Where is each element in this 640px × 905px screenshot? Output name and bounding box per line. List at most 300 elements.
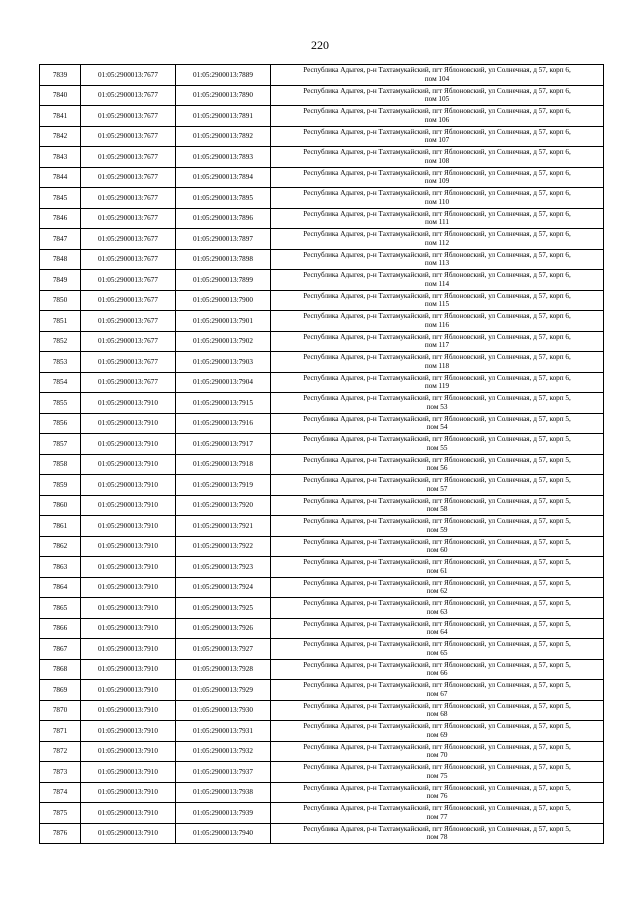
address-cell bbox=[271, 495, 604, 516]
table-row bbox=[40, 557, 604, 578]
address-line-main bbox=[271, 599, 603, 607]
parent-cadastral-cell: 01:05:2900013:7677 bbox=[81, 188, 176, 209]
address-line-main bbox=[271, 517, 603, 525]
address-line-main bbox=[271, 558, 603, 566]
address-line-main bbox=[271, 476, 603, 484]
address-cell bbox=[271, 413, 604, 434]
address-building: корп 5, bbox=[549, 619, 571, 628]
row-number-cell: 7870 bbox=[40, 700, 81, 721]
address-cell bbox=[271, 249, 604, 270]
parent-cadastral-cell: 01:05:2900013:7910 bbox=[81, 557, 176, 578]
address-prefix: Республика Адыгея, р-н Тахтамукайский, пгт Яблоновский, ул Солнечная, д 57, bbox=[303, 189, 548, 198]
cadastral-number-cell: 01:05:2900013:7920 bbox=[176, 495, 271, 516]
address-prefix: Республика Адыгея, р-н Тахтамукайский, пгт Яблоновский, ул Солнечная, д 57, bbox=[303, 763, 548, 772]
row-number-cell: 7868 bbox=[40, 659, 81, 680]
row-number-cell: 7840 bbox=[40, 85, 81, 106]
address-prefix: Республика Адыгея, р-н Тахтамукайский, пгт Яблоновский, ул Солнечная, д 57, bbox=[303, 312, 548, 321]
table-row bbox=[40, 188, 604, 209]
parent-cadastral-cell: 01:05:2900013:7677 bbox=[81, 290, 176, 311]
parent-cadastral-cell: 01:05:2900013:7677 bbox=[81, 331, 176, 352]
address-building: корп 6, bbox=[549, 168, 571, 177]
address-premises: пом 118 bbox=[424, 361, 450, 370]
address-prefix: Республика Адыгея, р-н Тахтамукайский, пгт Яблоновский, ул Солнечная, д 57, bbox=[303, 599, 548, 608]
address-premises: пом 119 bbox=[424, 382, 450, 391]
address-line-main bbox=[271, 804, 603, 812]
address-building: корп 5, bbox=[549, 640, 571, 649]
address-cell bbox=[271, 393, 604, 414]
address-line-main bbox=[271, 456, 603, 464]
address-prefix: Республика Адыгея, р-н Тахтамукайский, пгт Яблоновский, ул Солнечная, д 57, bbox=[303, 742, 548, 751]
parent-cadastral-cell: 01:05:2900013:7910 bbox=[81, 577, 176, 598]
cadastral-number-cell: 01:05:2900013:7921 bbox=[176, 516, 271, 537]
table-row bbox=[40, 680, 604, 701]
table-row bbox=[40, 413, 604, 434]
address-building: корп 6, bbox=[549, 189, 571, 198]
parent-cadastral-cell: 01:05:2900013:7910 bbox=[81, 598, 176, 619]
address-building: корп 5, bbox=[549, 537, 571, 546]
cadastral-number-cell: 01:05:2900013:7924 bbox=[176, 577, 271, 598]
address-prefix: Республика Адыгея, р-н Тахтамукайский, пгт Яблоновский, ул Солнечная, д 57, bbox=[303, 558, 548, 567]
address-line-main bbox=[271, 374, 603, 382]
table-row bbox=[40, 762, 604, 783]
row-number-cell: 7857 bbox=[40, 434, 81, 455]
address-line-main bbox=[271, 722, 603, 730]
address-prefix: Республика Адыгея, р-н Тахтамукайский, пгт Яблоновский, ул Солнечная, д 57, bbox=[303, 332, 548, 341]
address-line-main bbox=[271, 743, 603, 751]
address-premises: пом 62 bbox=[426, 587, 448, 596]
address-prefix: Республика Адыгея, р-н Тахтамукайский, пгт Яблоновский, ул Солнечная, д 57, bbox=[303, 394, 548, 403]
row-number-cell: 7842 bbox=[40, 126, 81, 147]
address-prefix: Республика Адыгея, р-н Тахтамукайский, пгт Яблоновский, ул Солнечная, д 57, bbox=[303, 271, 548, 280]
address-prefix: Республика Адыгея, р-н Тахтамукайский, пгт Яблоновский, ул Солнечная, д 57, bbox=[303, 783, 548, 792]
address-line-main bbox=[271, 579, 603, 587]
row-number-cell: 7839 bbox=[40, 65, 81, 86]
row-number-cell: 7875 bbox=[40, 803, 81, 824]
parent-cadastral-cell: 01:05:2900013:7910 bbox=[81, 659, 176, 680]
cadastral-number-cell: 01:05:2900013:7930 bbox=[176, 700, 271, 721]
cadastral-number-cell: 01:05:2900013:7894 bbox=[176, 167, 271, 188]
address-prefix: Республика Адыгея, р-н Тахтамукайский, пгт Яблоновский, ул Солнечная, д 57, bbox=[303, 681, 548, 690]
address-premises: пом 112 bbox=[424, 238, 450, 247]
address-prefix: Республика Адыгея, р-н Тахтамукайский, пгт Яблоновский, ул Солнечная, д 57, bbox=[303, 291, 548, 300]
address-building: корп 5, bbox=[549, 804, 571, 813]
cadastral-number-cell: 01:05:2900013:7889 bbox=[176, 65, 271, 86]
address-building: корп 5, bbox=[549, 394, 571, 403]
address-building: корп 6, bbox=[549, 250, 571, 259]
cadastral-number-cell: 01:05:2900013:7904 bbox=[176, 372, 271, 393]
address-building: корп 5, bbox=[549, 558, 571, 567]
address-premises: пом 105 bbox=[424, 95, 450, 104]
table-row bbox=[40, 372, 604, 393]
address-building: корп 5, bbox=[549, 783, 571, 792]
cadastral-number-cell: 01:05:2900013:7938 bbox=[176, 782, 271, 803]
table-row bbox=[40, 823, 604, 844]
address-premises: пом 55 bbox=[426, 443, 448, 452]
address-cell bbox=[271, 167, 604, 188]
cadastral-number-cell: 01:05:2900013:7932 bbox=[176, 741, 271, 762]
address-cell bbox=[271, 598, 604, 619]
address-building: корп 5, bbox=[549, 578, 571, 587]
parent-cadastral-cell: 01:05:2900013:7910 bbox=[81, 475, 176, 496]
address-premises: пом 64 bbox=[426, 628, 448, 637]
address-prefix: Республика Адыгея, р-н Тахтамукайский, пгт Яблоновский, ул Солнечная, д 57, bbox=[303, 640, 548, 649]
row-number-cell: 7855 bbox=[40, 393, 81, 414]
cadastral-number-cell: 01:05:2900013:7902 bbox=[176, 331, 271, 352]
address-line-main bbox=[271, 497, 603, 505]
address-prefix: Республика Адыгея, р-н Тахтамукайский, пгт Яблоновский, ул Солнечная, д 57, bbox=[303, 250, 548, 259]
table-row bbox=[40, 536, 604, 557]
parent-cadastral-cell: 01:05:2900013:7677 bbox=[81, 372, 176, 393]
row-number-cell: 7856 bbox=[40, 413, 81, 434]
address-line-main bbox=[271, 87, 603, 95]
parent-cadastral-cell: 01:05:2900013:7677 bbox=[81, 208, 176, 229]
address-premises: пом 106 bbox=[424, 115, 450, 124]
address-cell bbox=[271, 700, 604, 721]
address-line-main bbox=[271, 292, 603, 300]
parent-cadastral-cell: 01:05:2900013:7677 bbox=[81, 229, 176, 250]
parent-cadastral-cell: 01:05:2900013:7910 bbox=[81, 413, 176, 434]
address-cell bbox=[271, 762, 604, 783]
address-cell bbox=[271, 475, 604, 496]
address-building: корп 5, bbox=[549, 435, 571, 444]
address-cell bbox=[271, 680, 604, 701]
table-row bbox=[40, 577, 604, 598]
row-number-cell: 7874 bbox=[40, 782, 81, 803]
address-line-main bbox=[271, 128, 603, 136]
address-prefix: Республика Адыгея, р-н Тахтамукайский, пгт Яблоновский, ул Солнечная, д 57, bbox=[303, 455, 548, 464]
cadastral-number-cell: 01:05:2900013:7915 bbox=[176, 393, 271, 414]
cadastral-number-cell: 01:05:2900013:7925 bbox=[176, 598, 271, 619]
table-row bbox=[40, 65, 604, 86]
row-number-cell: 7854 bbox=[40, 372, 81, 393]
cadastral-number-cell: 01:05:2900013:7919 bbox=[176, 475, 271, 496]
address-building: корп 6, bbox=[549, 107, 571, 116]
row-number-cell: 7841 bbox=[40, 106, 81, 127]
table-row bbox=[40, 598, 604, 619]
address-building: корп 6, bbox=[549, 271, 571, 280]
table-row bbox=[40, 741, 604, 762]
address-cell bbox=[271, 147, 604, 168]
address-prefix: Республика Адыгея, р-н Тахтамукайский, пгт Яблоновский, ул Солнечная, д 57, bbox=[303, 496, 548, 505]
address-line-main bbox=[271, 620, 603, 628]
address-cell bbox=[271, 106, 604, 127]
table-row bbox=[40, 659, 604, 680]
parent-cadastral-cell: 01:05:2900013:7910 bbox=[81, 536, 176, 557]
table-row bbox=[40, 249, 604, 270]
address-premises: пом 63 bbox=[426, 607, 448, 616]
table-row bbox=[40, 352, 604, 373]
address-line-main bbox=[271, 763, 603, 771]
address-building: корп 6, bbox=[549, 127, 571, 136]
address-cell bbox=[271, 331, 604, 352]
address-line-main bbox=[271, 107, 603, 115]
row-number-cell: 7848 bbox=[40, 249, 81, 270]
address-cell bbox=[271, 516, 604, 537]
table-row bbox=[40, 639, 604, 660]
address-prefix: Республика Адыгея, р-н Тахтамукайский, пгт Яблоновский, ул Солнечная, д 57, bbox=[303, 578, 548, 587]
row-number-cell: 7843 bbox=[40, 147, 81, 168]
table-row bbox=[40, 721, 604, 742]
cadastral-number-cell: 01:05:2900013:7901 bbox=[176, 311, 271, 332]
table-row bbox=[40, 434, 604, 455]
table-row bbox=[40, 167, 604, 188]
address-cell bbox=[271, 270, 604, 291]
address-building: корп 6, bbox=[549, 230, 571, 239]
address-building: корп 6, bbox=[549, 291, 571, 300]
address-premises: пом 109 bbox=[424, 177, 450, 186]
cadastral-number-cell: 01:05:2900013:7892 bbox=[176, 126, 271, 147]
address-prefix: Республика Адыгея, р-н Тахтамукайский, пгт Яблоновский, ул Солнечная, д 57, bbox=[303, 537, 548, 546]
cadastral-number-cell: 01:05:2900013:7893 bbox=[176, 147, 271, 168]
table-row bbox=[40, 311, 604, 332]
table-row bbox=[40, 475, 604, 496]
table-row bbox=[40, 270, 604, 291]
cadastral-number-cell: 01:05:2900013:7903 bbox=[176, 352, 271, 373]
address-line-main bbox=[271, 640, 603, 648]
address-line-main bbox=[271, 210, 603, 218]
address-building: корп 6, bbox=[549, 312, 571, 321]
address-prefix: Республика Адыгея, р-н Тахтамукайский, пгт Яблоновский, ул Солнечная, д 57, bbox=[303, 435, 548, 444]
address-premises: пом 78 bbox=[426, 833, 448, 842]
cadastral-number-cell: 01:05:2900013:7896 bbox=[176, 208, 271, 229]
parent-cadastral-cell: 01:05:2900013:7910 bbox=[81, 823, 176, 844]
address-prefix: Республика Адыгея, р-н Тахтамукайский, пгт Яблоновский, ул Солнечная, д 57, bbox=[303, 86, 548, 95]
row-number-cell: 7872 bbox=[40, 741, 81, 762]
address-cell bbox=[271, 721, 604, 742]
address-line-main bbox=[271, 271, 603, 279]
table-row bbox=[40, 106, 604, 127]
address-cell bbox=[271, 782, 604, 803]
address-cell bbox=[271, 536, 604, 557]
address-prefix: Республика Адыгея, р-н Тахтамукайский, пгт Яблоновский, ул Солнечная, д 57, bbox=[303, 107, 548, 116]
address-building: корп 5, bbox=[549, 660, 571, 669]
cadastral-number-cell: 01:05:2900013:7940 bbox=[176, 823, 271, 844]
row-number-cell: 7873 bbox=[40, 762, 81, 783]
address-building: корп 5, bbox=[549, 824, 571, 833]
cadastral-number-cell: 01:05:2900013:7923 bbox=[176, 557, 271, 578]
address-prefix: Республика Адыгея, р-н Тахтамукайский, пгт Яблоновский, ул Солнечная, д 57, bbox=[303, 127, 548, 136]
address-cell bbox=[271, 311, 604, 332]
cadastral-number-cell: 01:05:2900013:7899 bbox=[176, 270, 271, 291]
address-line-main bbox=[271, 333, 603, 341]
address-premises: пом 117 bbox=[424, 341, 450, 350]
table-row bbox=[40, 803, 604, 824]
parent-cadastral-cell: 01:05:2900013:7677 bbox=[81, 106, 176, 127]
address-premises: пом 75 bbox=[426, 771, 448, 780]
parent-cadastral-cell: 01:05:2900013:7677 bbox=[81, 311, 176, 332]
address-line-main bbox=[271, 702, 603, 710]
parent-cadastral-cell: 01:05:2900013:7910 bbox=[81, 680, 176, 701]
address-premises: пом 68 bbox=[426, 710, 448, 719]
parent-cadastral-cell: 01:05:2900013:7677 bbox=[81, 167, 176, 188]
address-cell bbox=[271, 618, 604, 639]
address-line-main bbox=[271, 784, 603, 792]
table-row bbox=[40, 618, 604, 639]
cadastral-number-cell: 01:05:2900013:7931 bbox=[176, 721, 271, 742]
address-prefix: Республика Адыгея, р-н Тахтамукайский, пгт Яблоновский, ул Солнечная, д 57, bbox=[303, 722, 548, 731]
address-premises: пом 108 bbox=[424, 156, 450, 165]
address-building: корп 5, bbox=[549, 476, 571, 485]
address-line-main bbox=[271, 169, 603, 177]
address-cell bbox=[271, 434, 604, 455]
address-premises: пом 61 bbox=[426, 566, 448, 575]
address-premises: пом 60 bbox=[426, 546, 448, 555]
row-number-cell: 7864 bbox=[40, 577, 81, 598]
table-row bbox=[40, 147, 604, 168]
address-cell bbox=[271, 659, 604, 680]
address-cell bbox=[271, 188, 604, 209]
row-number-cell: 7847 bbox=[40, 229, 81, 250]
parent-cadastral-cell: 01:05:2900013:7910 bbox=[81, 741, 176, 762]
address-line-main bbox=[271, 66, 603, 74]
row-number-cell: 7863 bbox=[40, 557, 81, 578]
address-cell bbox=[271, 290, 604, 311]
address-prefix: Республика Адыгея, р-н Тахтамукайский, пгт Яблоновский, ул Солнечная, д 57, bbox=[303, 660, 548, 669]
parent-cadastral-cell: 01:05:2900013:7910 bbox=[81, 721, 176, 742]
cadastral-number-cell: 01:05:2900013:7928 bbox=[176, 659, 271, 680]
row-number-cell: 7866 bbox=[40, 618, 81, 639]
address-premises: пом 53 bbox=[426, 402, 448, 411]
table-row bbox=[40, 126, 604, 147]
address-prefix: Республика Адыгея, р-н Тахтамукайский, пгт Яблоновский, ул Солнечная, д 57, bbox=[303, 66, 548, 75]
address-premises: пом 58 bbox=[426, 505, 448, 514]
table-row bbox=[40, 290, 604, 311]
address-premises: пом 56 bbox=[426, 464, 448, 473]
cadastral-number-cell: 01:05:2900013:7900 bbox=[176, 290, 271, 311]
address-building: корп 6, bbox=[549, 86, 571, 95]
address-premises: пом 111 bbox=[425, 218, 449, 227]
cadastral-number-cell: 01:05:2900013:7918 bbox=[176, 454, 271, 475]
address-premises: пом 69 bbox=[426, 730, 448, 739]
cadastral-number-cell: 01:05:2900013:7897 bbox=[176, 229, 271, 250]
address-building: корп 5, bbox=[549, 599, 571, 608]
row-number-cell: 7853 bbox=[40, 352, 81, 373]
address-line-main bbox=[271, 661, 603, 669]
page-number: 220 bbox=[311, 38, 329, 52]
parent-cadastral-cell: 01:05:2900013:7677 bbox=[81, 126, 176, 147]
address-line-main bbox=[271, 538, 603, 546]
parent-cadastral-cell: 01:05:2900013:7677 bbox=[81, 249, 176, 270]
table-row bbox=[40, 229, 604, 250]
address-prefix: Республика Адыгея, р-н Тахтамукайский, пгт Яблоновский, ул Солнечная, д 57, bbox=[303, 476, 548, 485]
address-prefix: Республика Адыгея, р-н Тахтамукайский, пгт Яблоновский, ул Солнечная, д 57, bbox=[303, 804, 548, 813]
row-number-cell: 7849 bbox=[40, 270, 81, 291]
table-row bbox=[40, 331, 604, 352]
parent-cadastral-cell: 01:05:2900013:7910 bbox=[81, 495, 176, 516]
cadastral-number-cell: 01:05:2900013:7926 bbox=[176, 618, 271, 639]
address-line-main bbox=[271, 435, 603, 443]
row-number-cell: 7867 bbox=[40, 639, 81, 660]
address-premises: пом 54 bbox=[426, 423, 448, 432]
row-number-cell: 7860 bbox=[40, 495, 81, 516]
row-number-cell: 7846 bbox=[40, 208, 81, 229]
address-prefix: Республика Адыгея, р-н Тахтамукайский, пгт Яблоновский, ул Солнечная, д 57, bbox=[303, 824, 548, 833]
address-premises: пом 104 bbox=[424, 74, 450, 83]
registry-table bbox=[39, 64, 604, 844]
address-premises: пом 76 bbox=[426, 792, 448, 801]
parent-cadastral-cell: 01:05:2900013:7910 bbox=[81, 700, 176, 721]
row-number-cell: 7852 bbox=[40, 331, 81, 352]
address-premises: пом 57 bbox=[426, 484, 448, 493]
address-building: корп 5, bbox=[549, 681, 571, 690]
address-cell bbox=[271, 823, 604, 844]
address-building: корп 5, bbox=[549, 455, 571, 464]
parent-cadastral-cell: 01:05:2900013:7910 bbox=[81, 516, 176, 537]
address-premises: пом 113 bbox=[424, 259, 450, 268]
address-premises: пом 59 bbox=[426, 525, 448, 534]
row-number-cell: 7845 bbox=[40, 188, 81, 209]
table-row bbox=[40, 454, 604, 475]
address-line-main bbox=[271, 394, 603, 402]
cadastral-number-cell: 01:05:2900013:7916 bbox=[176, 413, 271, 434]
row-number-cell: 7844 bbox=[40, 167, 81, 188]
address-cell bbox=[271, 454, 604, 475]
address-prefix: Республика Адыгея, р-н Тахтамукайский, пгт Яблоновский, ул Солнечная, д 57, bbox=[303, 209, 548, 218]
address-cell bbox=[271, 803, 604, 824]
parent-cadastral-cell: 01:05:2900013:7677 bbox=[81, 147, 176, 168]
row-number-cell: 7858 bbox=[40, 454, 81, 475]
address-prefix: Республика Адыгея, р-н Тахтамукайский, пгт Яблоновский, ул Солнечная, д 57, bbox=[303, 414, 548, 423]
address-building: корп 5, bbox=[549, 722, 571, 731]
address-building: корп 6, bbox=[549, 373, 571, 382]
parent-cadastral-cell: 01:05:2900013:7910 bbox=[81, 393, 176, 414]
address-prefix: Республика Адыгея, р-н Тахтамукайский, пгт Яблоновский, ул Солнечная, д 57, bbox=[303, 353, 548, 362]
cadastral-number-cell: 01:05:2900013:7922 bbox=[176, 536, 271, 557]
table-row bbox=[40, 782, 604, 803]
address-building: корп 5, bbox=[549, 517, 571, 526]
parent-cadastral-cell: 01:05:2900013:7910 bbox=[81, 618, 176, 639]
address-cell bbox=[271, 741, 604, 762]
address-building: корп 6, bbox=[549, 209, 571, 218]
parent-cadastral-cell: 01:05:2900013:7910 bbox=[81, 762, 176, 783]
address-cell bbox=[271, 126, 604, 147]
cadastral-number-cell: 01:05:2900013:7895 bbox=[176, 188, 271, 209]
address-line-main bbox=[271, 148, 603, 156]
parent-cadastral-cell: 01:05:2900013:7910 bbox=[81, 434, 176, 455]
address-premises: пом 70 bbox=[426, 751, 448, 760]
address-building: корп 5, bbox=[549, 763, 571, 772]
address-line-main bbox=[271, 251, 603, 259]
address-cell bbox=[271, 85, 604, 106]
parent-cadastral-cell: 01:05:2900013:7910 bbox=[81, 803, 176, 824]
address-building: корп 5, bbox=[549, 701, 571, 710]
cadastral-number-cell: 01:05:2900013:7939 bbox=[176, 803, 271, 824]
row-number-cell: 7851 bbox=[40, 311, 81, 332]
cadastral-number-cell: 01:05:2900013:7929 bbox=[176, 680, 271, 701]
address-prefix: Республика Адыгея, р-н Тахтамукайский, пгт Яблоновский, ул Солнечная, д 57, bbox=[303, 701, 548, 710]
parent-cadastral-cell: 01:05:2900013:7910 bbox=[81, 782, 176, 803]
address-cell bbox=[271, 65, 604, 86]
row-number-cell: 7865 bbox=[40, 598, 81, 619]
table-row bbox=[40, 700, 604, 721]
address-line-main bbox=[271, 681, 603, 689]
address-line-main bbox=[271, 353, 603, 361]
address-building: корп 5, bbox=[549, 414, 571, 423]
row-number-cell: 7859 bbox=[40, 475, 81, 496]
cadastral-number-cell: 01:05:2900013:7917 bbox=[176, 434, 271, 455]
address-prefix: Республика Адыгея, р-н Тахтамукайский, пгт Яблоновский, ул Солнечная, д 57, bbox=[303, 619, 548, 628]
parent-cadastral-cell: 01:05:2900013:7677 bbox=[81, 85, 176, 106]
row-number-cell: 7850 bbox=[40, 290, 81, 311]
table-row bbox=[40, 516, 604, 537]
address-line-main bbox=[271, 415, 603, 423]
parent-cadastral-cell: 01:05:2900013:7677 bbox=[81, 65, 176, 86]
address-premises: пом 116 bbox=[424, 320, 450, 329]
parent-cadastral-cell: 01:05:2900013:7910 bbox=[81, 454, 176, 475]
address-cell bbox=[271, 577, 604, 598]
address-line-main bbox=[271, 189, 603, 197]
table-row bbox=[40, 495, 604, 516]
